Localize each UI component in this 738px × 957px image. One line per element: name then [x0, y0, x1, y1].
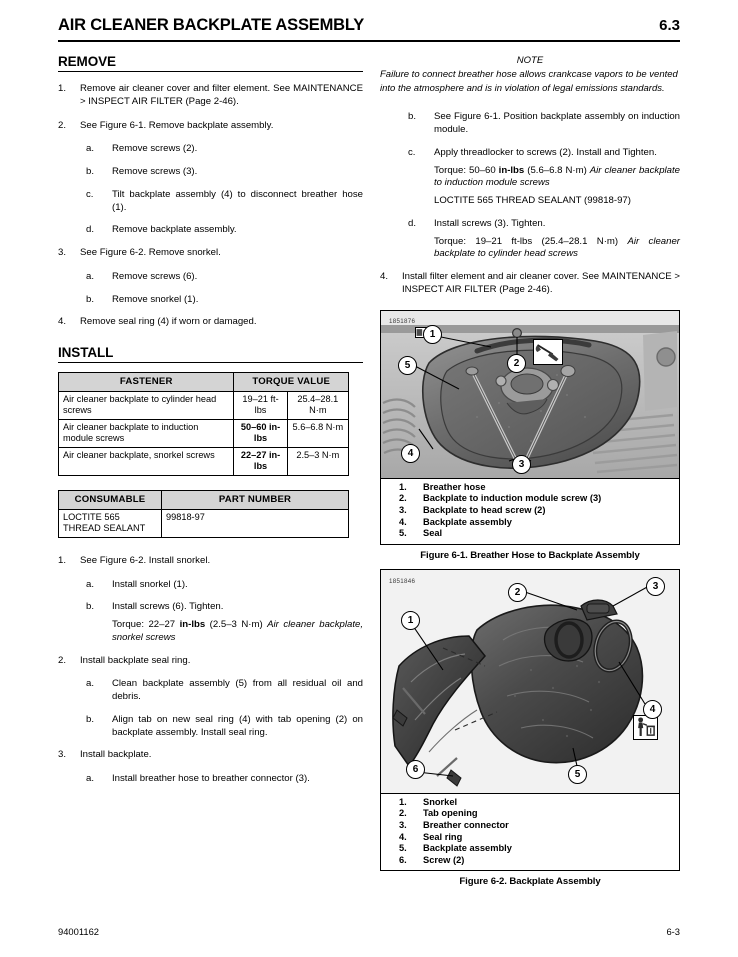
section-number: 6.3	[659, 17, 680, 34]
column-header-consumable: CONSUMABLE	[59, 490, 162, 509]
callout-5: 5	[398, 356, 417, 375]
page-title: AIR CLEANER BACKPLATE ASSEMBLY	[58, 16, 364, 34]
torque-spec-line	[434, 236, 680, 262]
procedure-step	[58, 316, 363, 329]
procedure-step	[380, 271, 680, 297]
discard-in-trash-icon	[634, 716, 657, 739]
step-text: Install backplate seal ring.	[80, 654, 191, 666]
step-text: See Figure 6-2. Remove snorkel.	[80, 247, 221, 258]
legend-number: 4.	[399, 831, 407, 842]
callout-3: 3	[512, 455, 531, 474]
note-title: NOTE	[516, 55, 544, 66]
callout-1: 1	[401, 611, 420, 630]
figure-frame	[380, 310, 680, 545]
legend-label: Breather connector	[423, 819, 509, 830]
procedure-step	[58, 555, 363, 568]
table-header-row	[59, 490, 349, 509]
figure-caption: Figure 6-1. Breather Hose to Backplate Assembly	[420, 549, 640, 561]
procedure-substep	[86, 773, 363, 786]
procedure-step	[58, 247, 363, 260]
procedure-substep	[86, 189, 363, 215]
procedure-substep	[86, 579, 363, 592]
legend-label: Backplate to head screw (2)	[423, 504, 546, 515]
procedure-substep	[86, 166, 363, 179]
sealant-spec-line: LOCTITE 565 THREAD SEALANT (99818-97)	[434, 195, 631, 207]
torque-value-table	[58, 372, 349, 476]
substep-number: a.	[86, 270, 95, 282]
cell-imperial-torque: 19–21 ft-lbs	[234, 391, 287, 419]
substep-number: a.	[86, 578, 95, 590]
legend-item	[399, 855, 675, 867]
column-header-torque-value: TORQUE VALUE	[234, 373, 349, 392]
substep-text: Install screws (6). Tighten.	[112, 601, 224, 613]
substep-number: c.	[408, 146, 416, 158]
procedure-step	[58, 655, 363, 668]
legend-item	[399, 832, 675, 844]
torque-prefix: Torque: 50–60	[434, 164, 499, 176]
substep-text: Remove screws (3).	[112, 166, 198, 177]
legend-label: Seal	[423, 528, 443, 539]
column-header-fastener: FASTENER	[59, 373, 234, 392]
substep-text: Remove screws (6).	[112, 270, 198, 282]
step-text: See Figure 6-2. Install snorkel.	[80, 554, 211, 566]
legend-item	[399, 517, 675, 529]
table-row	[59, 391, 349, 419]
callout-5: 5	[568, 765, 587, 784]
torque-description: Air cleaner backplate, snorkel screws	[112, 619, 363, 643]
page-number: 6-3	[666, 926, 680, 937]
substep-text: Remove snorkel (1).	[112, 293, 199, 305]
legend-item	[399, 505, 675, 517]
legend-label: Backplate to induction module screw (3)	[423, 493, 602, 504]
substep-text: Install breather hose to breather connector (3).	[112, 773, 310, 785]
legend-number: 3.	[399, 819, 407, 830]
procedure-substep	[86, 601, 363, 644]
cell-fastener: Air cleaner backplate to cylinder head screws	[59, 391, 234, 419]
substep-number: c.	[86, 188, 94, 200]
legend-item	[399, 797, 675, 809]
procedure-substep	[408, 147, 680, 208]
procedure-substep	[86, 678, 363, 704]
cell-imperial-torque: 50–60 in-lbs	[234, 419, 287, 447]
torque-unit: in-lbs	[498, 164, 525, 176]
legend-label: Tab opening	[423, 808, 478, 819]
callout-2: 2	[507, 354, 526, 373]
torque-description: Air cleaner backplate to induction module screws	[434, 164, 681, 189]
figure-image-id: 1851876	[389, 317, 416, 325]
substep-text: Apply threadlocker to screws (2). Install and Tighten.	[434, 146, 657, 158]
procedure-substep	[86, 143, 363, 156]
legend-item	[399, 528, 675, 540]
procedure-step	[58, 120, 363, 133]
figure-frame	[380, 569, 680, 872]
substep-body	[112, 601, 363, 644]
substep-number: b.	[86, 293, 95, 305]
substep-text: Align tab on new seal ring (4) with tab opening (2) on backplate assembly. Install seal ring.	[112, 713, 363, 738]
legend-item	[399, 493, 675, 505]
step-number: 4.	[58, 316, 67, 328]
backplate-exploded-illustration	[381, 570, 679, 793]
cell-metric-torque: 2.5–3 N·m	[287, 447, 348, 475]
substep-number: b.	[86, 601, 95, 613]
substep-text: Install snorkel (1).	[112, 578, 188, 590]
step-text: See Figure 6-1. Remove backplate assembly.	[80, 119, 274, 131]
cell-part-number: 99818-97	[162, 509, 349, 537]
substep-body	[434, 218, 680, 261]
substep-text: See Figure 6-1. Position backplate assembly on induction module.	[434, 111, 680, 136]
substep-number: b.	[86, 166, 95, 177]
legend-number: 1.	[399, 796, 407, 807]
torque-suffix: (5.6–6.8 N·m)	[524, 164, 590, 176]
substep-text: Install screws (3). Tighten.	[434, 217, 546, 229]
install-heading: INSTALL	[58, 345, 363, 363]
figure-legend	[381, 793, 679, 871]
legend-item	[399, 808, 675, 820]
procedure-substep	[408, 218, 680, 261]
step-number: 3.	[58, 749, 67, 761]
torque-description: Air cleaner backplate to cylinder head screws	[434, 235, 681, 260]
legend-number: 5.	[399, 843, 407, 854]
procedure-substep	[86, 271, 363, 284]
callout-4: 4	[643, 700, 662, 719]
figure-6-2	[380, 569, 680, 888]
legend-label: Backplate assembly	[423, 843, 512, 854]
callout-2: 2	[508, 583, 527, 602]
substep-text: Tilt backplate assembly (4) to disconnect breather hose (1).	[112, 188, 363, 213]
torque-prefix: Torque: 19–21 ft-lbs (25.4–28.1 N·m)	[434, 235, 628, 247]
legend-number: 2.	[399, 808, 407, 819]
step-number: 2.	[58, 119, 67, 131]
step-text: Remove seal ring (4) if worn or damaged.	[80, 316, 257, 328]
procedure-step	[58, 83, 363, 109]
threadlocker-applicator-icon	[534, 340, 562, 364]
left-column	[58, 54, 363, 796]
substep-number: a.	[86, 773, 95, 785]
step-number: 2.	[58, 654, 67, 666]
cell-consumable: LOCTITE 565 THREAD SEALANT	[59, 509, 162, 537]
substep-text: Remove backplate assembly.	[112, 224, 237, 236]
cell-metric-torque: 25.4–28.1 N·m	[287, 391, 348, 419]
legend-number: 5.	[399, 528, 407, 539]
note-callout	[380, 54, 680, 95]
callout-6: 6	[406, 760, 425, 779]
substep-number: b.	[408, 111, 417, 123]
substep-text: Remove screws (2).	[112, 143, 198, 155]
torque-spec-line	[112, 619, 363, 645]
callout-3: 3	[646, 577, 665, 596]
figure-legend	[381, 478, 679, 544]
substep-number: d.	[408, 217, 417, 229]
table-row	[59, 509, 349, 537]
torque-prefix: Torque: 22–27	[112, 619, 180, 631]
cell-fastener: Air cleaner backplate, snorkel screws	[59, 447, 234, 475]
callout-1: 1	[423, 325, 442, 344]
cell-fastener: Air cleaner backplate to induction module screws	[59, 419, 234, 447]
legend-label: Breather hose	[423, 481, 486, 492]
step-number: 1.	[58, 554, 67, 566]
step-text: Install filter element and air cleaner cover. See MAINTENANCE > INSPECT AIR FILTER (Page 2-46).	[402, 271, 680, 295]
page-footer	[58, 926, 680, 937]
figure-image-backplate-assembly	[381, 570, 679, 793]
torque-spec-line	[434, 165, 680, 191]
table-row	[59, 419, 349, 447]
cell-metric-torque: 5.6–6.8 N·m	[287, 419, 348, 447]
procedure-step	[58, 749, 363, 762]
note-text: Failure to connect breather hose allows crankcase vapors to be vented into the atmosphere and is in violation of legal emissions standards.	[380, 69, 678, 94]
legend-number: 2.	[399, 493, 407, 504]
torque-unit: in-lbs	[179, 619, 206, 631]
substep-body	[434, 147, 680, 208]
cell-imperial-torque: 22–27 in-lbs	[234, 447, 287, 475]
remove-heading: REMOVE	[58, 54, 363, 72]
figure-image-id: 1851846	[389, 577, 416, 585]
figure-6-1	[380, 310, 680, 561]
legend-label: Backplate assembly	[423, 516, 512, 527]
procedure-substep	[86, 224, 363, 237]
legend-item	[399, 843, 675, 855]
substep-number: d.	[86, 224, 95, 236]
legend-item	[399, 482, 675, 494]
step-number: 1.	[58, 83, 67, 94]
step-number: 3.	[58, 247, 67, 258]
table-header-row	[59, 373, 349, 392]
step-text: Install backplate.	[80, 749, 152, 761]
figure-image-breather-hose	[381, 311, 679, 478]
procedure-substep	[86, 714, 363, 740]
header-row	[58, 16, 680, 35]
table-row	[59, 447, 349, 475]
legend-item	[399, 820, 675, 832]
page-header	[58, 16, 680, 42]
header-divider	[58, 40, 680, 42]
substep-number: a.	[86, 143, 95, 155]
torque-suffix: (2.5–3 N·m)	[205, 619, 268, 631]
legend-label: Snorkel	[423, 796, 458, 807]
legend-label: Seal ring	[423, 831, 463, 842]
legend-number: 4.	[399, 516, 407, 527]
procedure-substep	[86, 294, 363, 307]
legend-number: 3.	[399, 504, 407, 515]
substep-number: a.	[86, 678, 95, 690]
procedure-substep	[408, 111, 680, 137]
legend-number: 1.	[399, 481, 407, 492]
column-header-part-number: PART NUMBER	[162, 490, 349, 509]
step-number: 4.	[380, 271, 389, 283]
document-number: 94001162	[58, 926, 100, 937]
substep-text: Clean backplate assembly (5) from all residual oil and debris.	[112, 678, 363, 703]
threadlocker-icon-chip	[533, 339, 563, 365]
callout-4: 4	[401, 444, 420, 463]
consumable-table	[58, 490, 349, 538]
substep-number: b.	[86, 713, 95, 725]
figure-caption: Figure 6-2. Backplate Assembly	[459, 876, 601, 888]
legend-label: Screw (2)	[423, 854, 465, 865]
step-text: Remove air cleaner cover and filter element. See MAINTENANCE > INSPECT AIR FILTER (Page 2-46).	[80, 83, 363, 107]
legend-number: 6.	[399, 854, 407, 865]
right-column	[380, 54, 680, 893]
